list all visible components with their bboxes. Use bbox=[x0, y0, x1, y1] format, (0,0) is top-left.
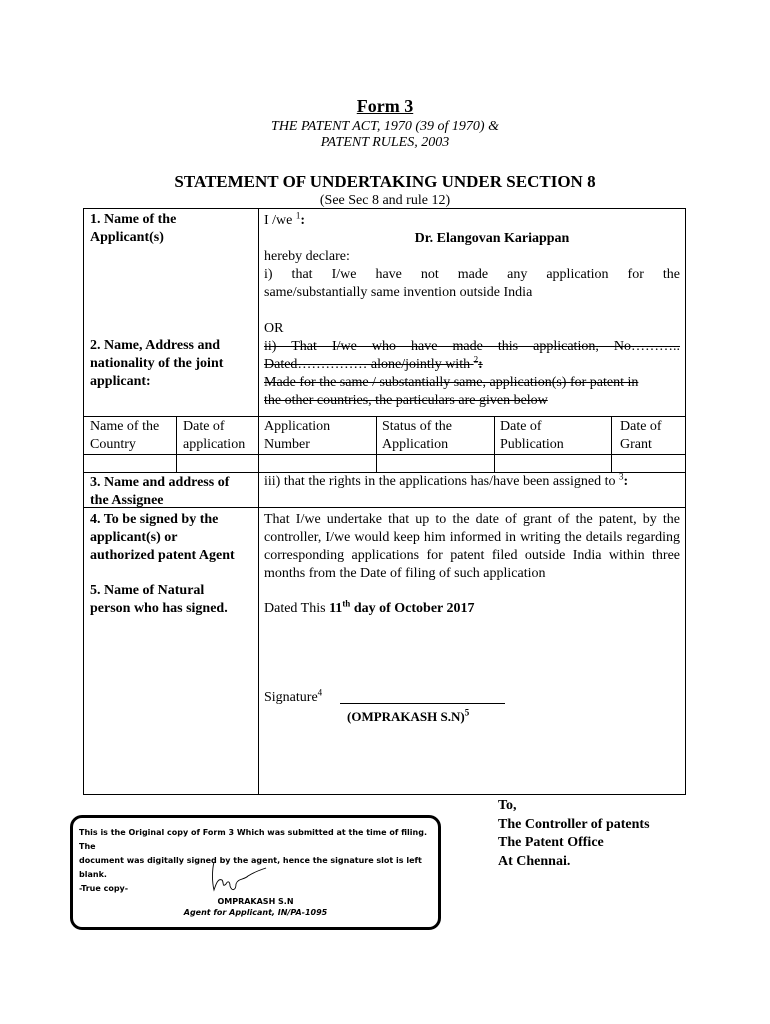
signature-line bbox=[340, 703, 505, 704]
clause-ii-line-3: Made for the same / substantially same, application(s) for patent in bbox=[264, 375, 639, 390]
or-text: OR bbox=[264, 321, 284, 336]
hereby-declare: hereby declare: bbox=[264, 249, 350, 264]
addressee-to: To, bbox=[498, 798, 517, 813]
act-reference bbox=[0, 119, 770, 151]
undertaking-text: That I/we undertake that up to the date of grant of the patent, by the controller, I/we would keep him informed in writing the details regarding corresponding applications for patent filed outside India within three months from the Date of filing of such application bbox=[264, 512, 680, 581]
act-line-1: THE PATENT ACT, 1970 (39 of 1970) & bbox=[271, 119, 499, 134]
signatory-name: (OMPRAKASH S.N)$^5$ bbox=[347, 707, 470, 724]
col-header-date-application: Date of application bbox=[183, 419, 246, 452]
col-header-status: Status of the Application bbox=[382, 419, 452, 452]
clause-iii: iii) that the rights in the applications has/have been assigned to $^3$: bbox=[264, 471, 629, 489]
clause-ii-line-1: ii) That I/we who have made this application, No……….. bbox=[264, 339, 680, 354]
stamp-line-1: This is the Original copy of Form 3 Which was submitted at the time of filing. The bbox=[79, 828, 427, 851]
row-divider-table-mid bbox=[84, 454, 686, 455]
declaration-block bbox=[264, 212, 680, 410]
section-note: (See Sec 8 and rule 12) bbox=[319, 193, 451, 208]
clause-i-line-1: i) that I/we have not made any application for the bbox=[264, 267, 680, 282]
col-header-country: Name of the Country bbox=[90, 419, 160, 452]
col-header-publication: Date of Publication bbox=[500, 419, 564, 452]
applicant-name: Dr. Elangovan Kariappan bbox=[414, 231, 570, 246]
act-line-2: PATENT RULES, 2003 bbox=[320, 135, 450, 150]
row-divider-table-top bbox=[84, 416, 686, 417]
table-col-line-3 bbox=[376, 416, 377, 472]
stamp-name: OMPRAKASH S.N bbox=[217, 897, 294, 906]
statement-heading: STATEMENT OF UNDERTAKING UNDER SECTION 8 bbox=[174, 172, 596, 191]
signature-label: Signature$^4$ bbox=[264, 687, 323, 705]
col-header-grant: Date of Grant bbox=[620, 419, 662, 452]
label-joint-applicant: 2. Name, Address and nationality of the joint applicant: bbox=[90, 338, 224, 389]
label-applicant: 1. Name of the Applicant(s) bbox=[90, 212, 177, 245]
column-divider-top bbox=[258, 209, 259, 416]
addressee-block bbox=[498, 797, 650, 871]
addressee-line-2: The Patent Office bbox=[498, 835, 604, 850]
iwe-line: I /we $^1$: bbox=[264, 210, 306, 228]
form-title: Form 3 bbox=[356, 96, 414, 116]
handwritten-signature-icon bbox=[200, 860, 270, 896]
stamp-line-2: document was digitally signed by the agent, hence the signature slot is left blank. bbox=[79, 856, 422, 879]
stamp-agent: Agent for Applicant, IN/PA-1095 bbox=[183, 908, 328, 917]
stamp-line-3: -True copy- bbox=[79, 884, 129, 893]
table-col-line-1 bbox=[176, 416, 177, 472]
label-assignee: 3. Name and address of the Assignee bbox=[90, 475, 230, 508]
addressee-line-3: At Chennai. bbox=[498, 853, 571, 869]
table-col-line-5 bbox=[611, 416, 612, 472]
label-natural-person: 5. Name of Natural person who has signed. bbox=[90, 583, 228, 616]
clause-i-line-2: same/substantially same invention outside India bbox=[264, 285, 533, 300]
col-header-application-number: Application Number bbox=[264, 419, 331, 452]
stamp-signatory bbox=[70, 896, 441, 918]
table-col-line-4 bbox=[494, 416, 495, 472]
clause-ii-line-2: Dated…………… alone/jointly with $^2$: bbox=[264, 354, 483, 372]
dated-line: Dated This 11th day of October 2017 bbox=[264, 598, 475, 616]
addressee-line-1: The Controller of patents bbox=[498, 816, 650, 832]
clause-ii-line-4: the other countries, the particulars are given below bbox=[264, 393, 548, 408]
label-signed-by: 4. To be signed by the applicant(s) or authorized patent Agent bbox=[90, 512, 235, 563]
